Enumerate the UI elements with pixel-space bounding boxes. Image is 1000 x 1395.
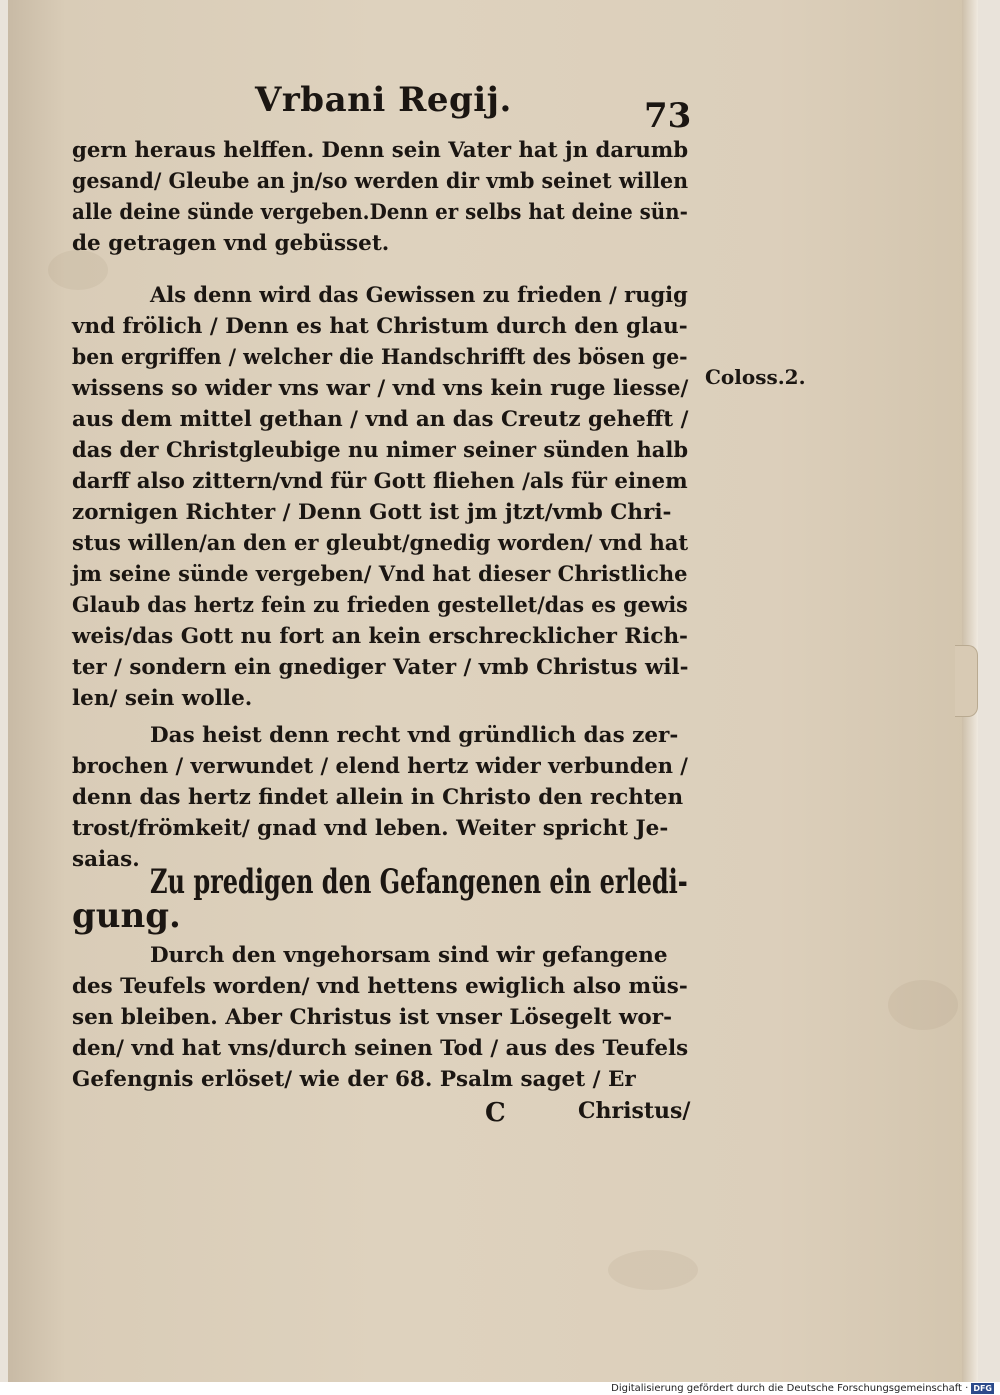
text-line: wissens so wider vns war / vnd vns kein ruge liesse/ (72, 376, 689, 401)
text-line: des Teufels worden/ vnd hettens ewiglich also müs- (72, 974, 688, 999)
text-line: Das heist denn recht vnd gründlich das zer- (150, 723, 679, 748)
text-line: darff also zittern/vnd für Gott fliehen /als für einem (72, 469, 688, 494)
text-line: zornigen Richter / Denn Gott ist jm jtzt/vmb Chri- (72, 500, 672, 525)
text-line: jm seine sünde vergeben/ Vnd hat dieser Christliche (72, 562, 688, 587)
page-tab-edge (955, 645, 978, 717)
text-line: ter / sondern ein gnediger Vater / vmb Christus wil- (72, 655, 689, 680)
text-line: de getragen vnd gebüsset. (72, 231, 390, 256)
text-line: gern heraus helffen. Denn sein Vater hat jn darumb (72, 138, 689, 163)
section-heading: gung. (72, 896, 181, 936)
text-line: denn das hertz findet allein in Christo den rechten (72, 785, 684, 810)
paper-stain (888, 980, 958, 1030)
text-line: trost/frömkeit/ gnad vnd leben. Weiter spricht Je- (72, 816, 669, 841)
text-line: gesand/ Gleube an jn/so werden dir vmb seinet willen (72, 169, 689, 194)
text-line: vnd frölich / Denn es hat Christum durch den glau- (72, 314, 688, 339)
text-line: brochen / verwundet / elend hertz wider verbunden / (72, 754, 688, 779)
text-line: sen bleiben. Aber Christus ist vnser Lösegelt wor- (72, 1005, 673, 1030)
dfg-logo: DFG (973, 1384, 992, 1393)
footer (611, 1382, 994, 1395)
section-heading: Zu predigen den Gefangenen ein erledi- (150, 862, 688, 902)
text-line: stus willen/an den er gleubt/gnedig worden/ vnd hat (72, 531, 689, 556)
text-line: Glaub das hertz fein zu frieden gestellet/das es gewis (72, 593, 688, 618)
page-number: 73 (644, 96, 692, 136)
text-line: aus dem mittel gethan / vnd an das Creutz gehefft / (72, 407, 689, 432)
text-line: den/ vnd hat vns/durch seinen Tod / aus des Teufels (72, 1036, 689, 1061)
margin-note: Coloss.2. (705, 365, 806, 389)
paper-stain (608, 1250, 698, 1290)
text-line: Gefengnis erlöset/ wie der 68. Psalm saget / Er (72, 1067, 636, 1092)
footer-text: Digitalisierung gefördert durch die Deutsche Forschungsgemeinschaft · (611, 1383, 969, 1394)
catchword: Christus/ (578, 1098, 691, 1124)
text-line: das der Christgleubige nu nimer seiner sünden halb (72, 438, 689, 463)
text-line: alle deine sünde vergeben.Denn er selbs hat deine sün- (72, 200, 688, 225)
signature-mark: C (485, 1098, 506, 1128)
running-head: Vrbani Regij. (255, 80, 512, 120)
text-line: len/ sein wolle. (72, 686, 253, 711)
text-line: weis/das Gott nu fort an kein erschrecklicher Rich- (72, 624, 688, 649)
text-line: saias. (72, 847, 140, 872)
text-line: Als denn wird das Gewissen zu frieden / rugig (150, 283, 688, 308)
text-line: ben ergriffen / welcher die Handschrifft des bösen ge- (72, 345, 688, 370)
text-line: Durch den vngehorsam sind wir gefangene (150, 943, 668, 968)
